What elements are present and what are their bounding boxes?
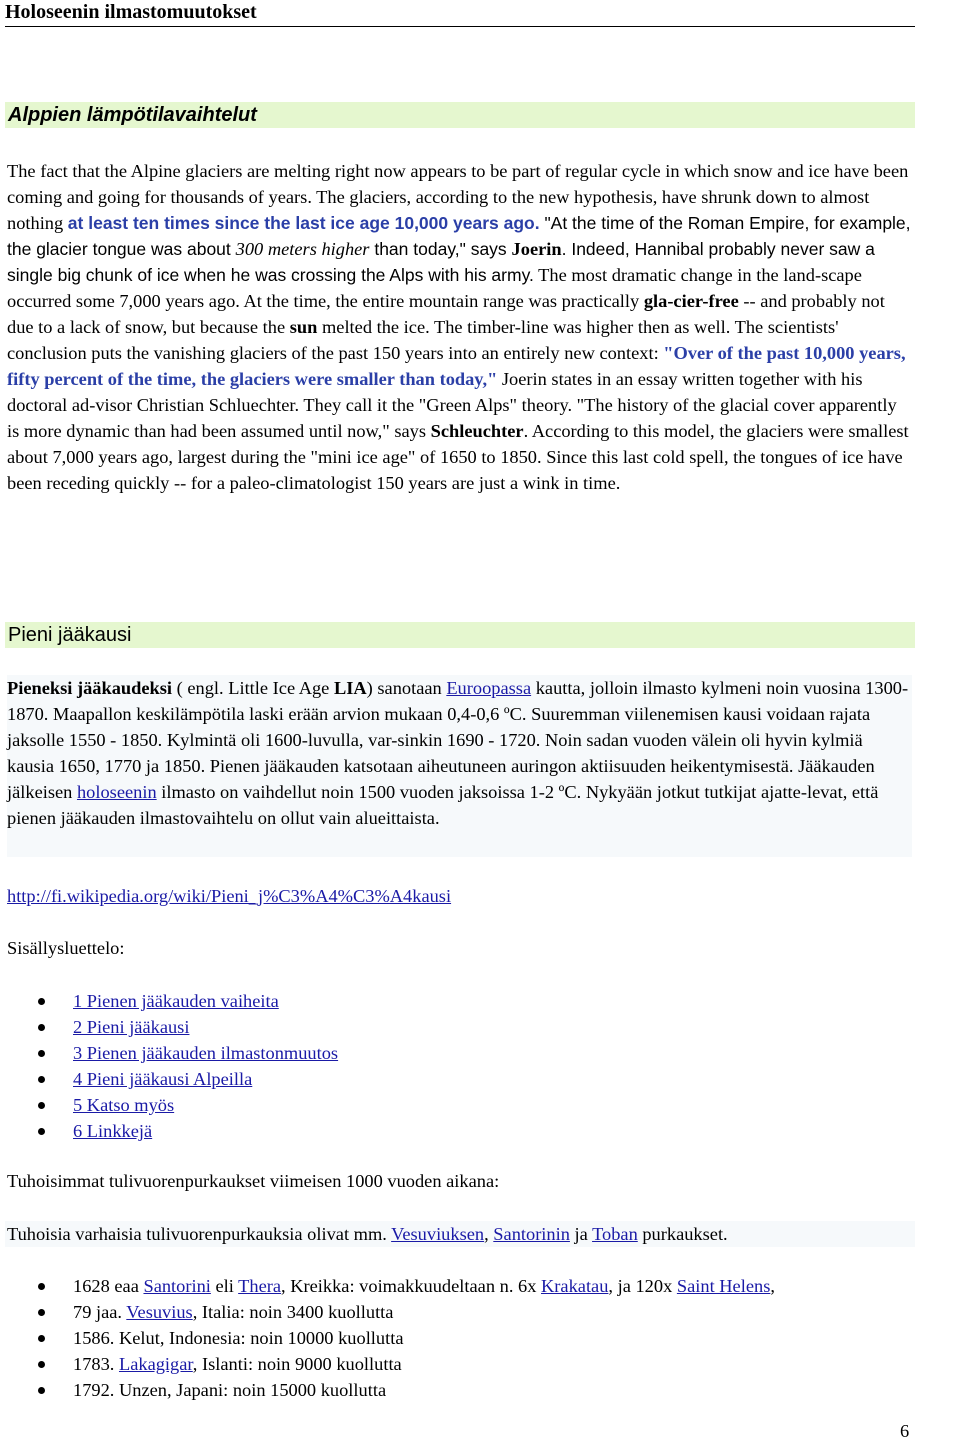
- link-lakagigar[interactable]: Lakagigar: [118, 1354, 193, 1374]
- text-run: ja: [569, 1224, 593, 1244]
- link-thera[interactable]: Thera: [238, 1276, 282, 1296]
- text-run: ,: [770, 1276, 775, 1296]
- alps-paragraph: [7, 158, 912, 574]
- link-toban[interactable]: Toban: [592, 1224, 638, 1244]
- list-item-text: [73, 1273, 775, 1299]
- text-run: "At the time of the Roman Empire, for example, the glacier tongue was about: [7, 213, 911, 259]
- text-run: melted the ice. The timber-line was higher then as well. The scientists' conclusion puts the vanishing glaciers of the past 150 years into an entirely new context:: [7, 317, 839, 363]
- bold-text: Schleuchter: [430, 421, 524, 441]
- text-run: 79 jaa.: [73, 1302, 127, 1322]
- link-krakatau[interactable]: Krakatau: [541, 1276, 609, 1296]
- toc-link[interactable]: 1 Pienen jääkauden vaiheita: [73, 991, 279, 1011]
- bold-text: gla-cier-free: [643, 291, 739, 311]
- text-run: The most dramatic change in the land-scape occurred some 7,000 years ago. At the time, the entire mountain range was practically: [7, 265, 862, 311]
- link-euroopassa[interactable]: Euroopassa: [446, 678, 532, 698]
- italic-text: 300 meters higher: [235, 239, 370, 259]
- text-run: kautta, jolloin ilmasto kylmeni noin vuosina 1300-1870. Maapallon keskilämpötila laski erään arvion mukaan 0,4-0,6 ºC. Suuremman viilenemisen kausi voidaan rajata jaksolle 1550 - 1850. Kylmintä oli 1600-luvulla, var-sinkin 1690 - 1720. Noin sadan vuoden välein oli hyvin kylmiä kausia 1650, 1770 ja 1850. Pienen jääkauden katsotaan aiheutuneen auringon aktiisuuden heikentymisestä. Jääkauden jälkeisen: [7, 678, 909, 802]
- text-run: Tuhoisia varhaisia tulivuorenpurkauksia olivat mm.: [7, 1224, 392, 1244]
- section-heading-little-ice-age: [5, 622, 915, 648]
- bullet-icon: [38, 1102, 45, 1109]
- list-item-text: [73, 1351, 402, 1377]
- text-run: 1783.: [73, 1354, 119, 1374]
- bullet-icon: [38, 1309, 45, 1316]
- text-run: . Indeed, Hannibal probably never saw a single big chunk of ice when he was crossing the Alps with his army.: [7, 239, 875, 285]
- text-run: -- and probably not due to a lack of snow, but because the: [7, 291, 885, 337]
- section-heading-text: Pieni jääkausi: [8, 624, 132, 646]
- text-run: , ja 120x: [608, 1276, 677, 1296]
- bullet-icon: [38, 1128, 45, 1135]
- bullet-icon: [38, 1387, 45, 1394]
- toc-link[interactable]: 2 Pieni jääkausi: [73, 1017, 190, 1037]
- text-run: , Kreikka: voimakkuudeltaan n. 6x: [281, 1276, 542, 1296]
- text-run: , Islanti: noin 9000 kuollutta: [192, 1354, 402, 1374]
- header-title: Holoseenin ilmastomuutokset: [5, 1, 257, 23]
- text-run: ( engl. Little Ice Age: [172, 678, 334, 698]
- volcano-title: Tuhoisimmat tulivuorenpurkaukset viimeisen 1000 vuoden aikana:: [7, 1171, 500, 1191]
- bullet-icon: [38, 1050, 45, 1057]
- text-run: purkaukset.: [637, 1224, 728, 1244]
- little-ice-age-paragraph: [7, 675, 912, 857]
- text-run: 1628 eaa: [73, 1276, 144, 1296]
- highlight-text: at least ten times since the last ice age 10,000 years ago.: [67, 213, 540, 233]
- text-run: ilmasto on vaihdellut noin 1500 vuoden jaksoissa 1-2 ºC. Nykyään jotkut tutkijat ajatte-levat, että pienen jääkauden ilmastovaihtelu on ollut vain alueittaista.: [7, 782, 879, 828]
- bold-text: LIA: [333, 678, 367, 698]
- text-run: , Italia: noin 3400 kuollutta: [192, 1302, 394, 1322]
- link-santorini[interactable]: Santorini: [143, 1276, 211, 1296]
- text-run: ) sanotaan: [366, 678, 447, 698]
- toc-link[interactable]: 4 Pieni jääkausi Alpeilla: [73, 1069, 253, 1089]
- link-santorinin[interactable]: Santorinin: [493, 1224, 570, 1244]
- toc-link[interactable]: 3 Pienen jääkauden ilmastonmuutos: [73, 1043, 339, 1063]
- link-holoseenin[interactable]: holoseenin: [76, 782, 157, 802]
- toc-link[interactable]: 6 Linkkejä: [73, 1121, 153, 1141]
- text-run: eli: [210, 1276, 239, 1296]
- list-item-text: [73, 1299, 393, 1325]
- bullet-icon: [38, 998, 45, 1005]
- page-number: 6: [900, 1421, 910, 1441]
- link-saint-helens[interactable]: Saint Helens: [676, 1276, 771, 1296]
- list-item-text: 1792. Unzen, Japani: noin 15000 kuollutta: [73, 1380, 387, 1400]
- bold-text: sun: [289, 317, 318, 337]
- toc-title: Sisällysluettelo:: [7, 938, 125, 958]
- text-run: than today," says: [369, 239, 512, 259]
- highlight-quote: "Over of the past 10,000 years, fifty percent of the time, the glaciers were smaller than today,": [7, 343, 906, 389]
- text-run: ,: [484, 1224, 494, 1244]
- section-heading-text: Alppien lämpötilavaihtelut: [8, 104, 257, 126]
- bold-text: Pieneksi jääkaudeksi: [7, 678, 173, 698]
- text-run: The fact that the Alpine glaciers are melting right now appears to be part of regular cycle in which snow and ice have been coming and going for thousands of years. The glaciers, according to the new hypothesis, have shrunk down to almost nothing: [7, 161, 909, 233]
- source-url-line: [7, 883, 451, 909]
- bullet-icon: [38, 1335, 45, 1342]
- wikipedia-link[interactable]: http://fi.wikipedia.org/wiki/Pieni_j%C3%A4%C3%A4kausi: [7, 886, 452, 906]
- volcano-intro: [7, 1221, 728, 1247]
- section-heading-alps: [5, 102, 915, 128]
- bold-text: Joerin: [511, 239, 562, 259]
- bullet-icon: [38, 1024, 45, 1031]
- page-header: [5, 0, 915, 27]
- link-vesuviuksen[interactable]: Vesuviuksen: [391, 1224, 485, 1244]
- text-run: Joerin states in an essay written together with his doctoral ad-visor Christian Schluechter. They call it the "Green Alps" theory. "The history of the glacial cover apparently is more dynamic than had been assumed until now," says: [7, 369, 897, 441]
- text-run: . According to this model, the glaciers were smallest about 7,000 years ago, largest during the "mini ice age" of 1650 to 1850. Since this last cold spell, the tongues of ice have been receding quickly -- for a paleo-climatologist 150 years are just a wink in time.: [7, 421, 909, 493]
- bullet-icon: [38, 1283, 45, 1290]
- bullet-icon: [38, 1361, 45, 1368]
- list-item-text: 1586. Kelut, Indonesia: noin 10000 kuollutta: [73, 1328, 404, 1348]
- toc-link[interactable]: 5 Katso myös: [73, 1095, 175, 1115]
- bullet-icon: [38, 1076, 45, 1083]
- link-vesuvius[interactable]: Vesuvius: [126, 1302, 193, 1322]
